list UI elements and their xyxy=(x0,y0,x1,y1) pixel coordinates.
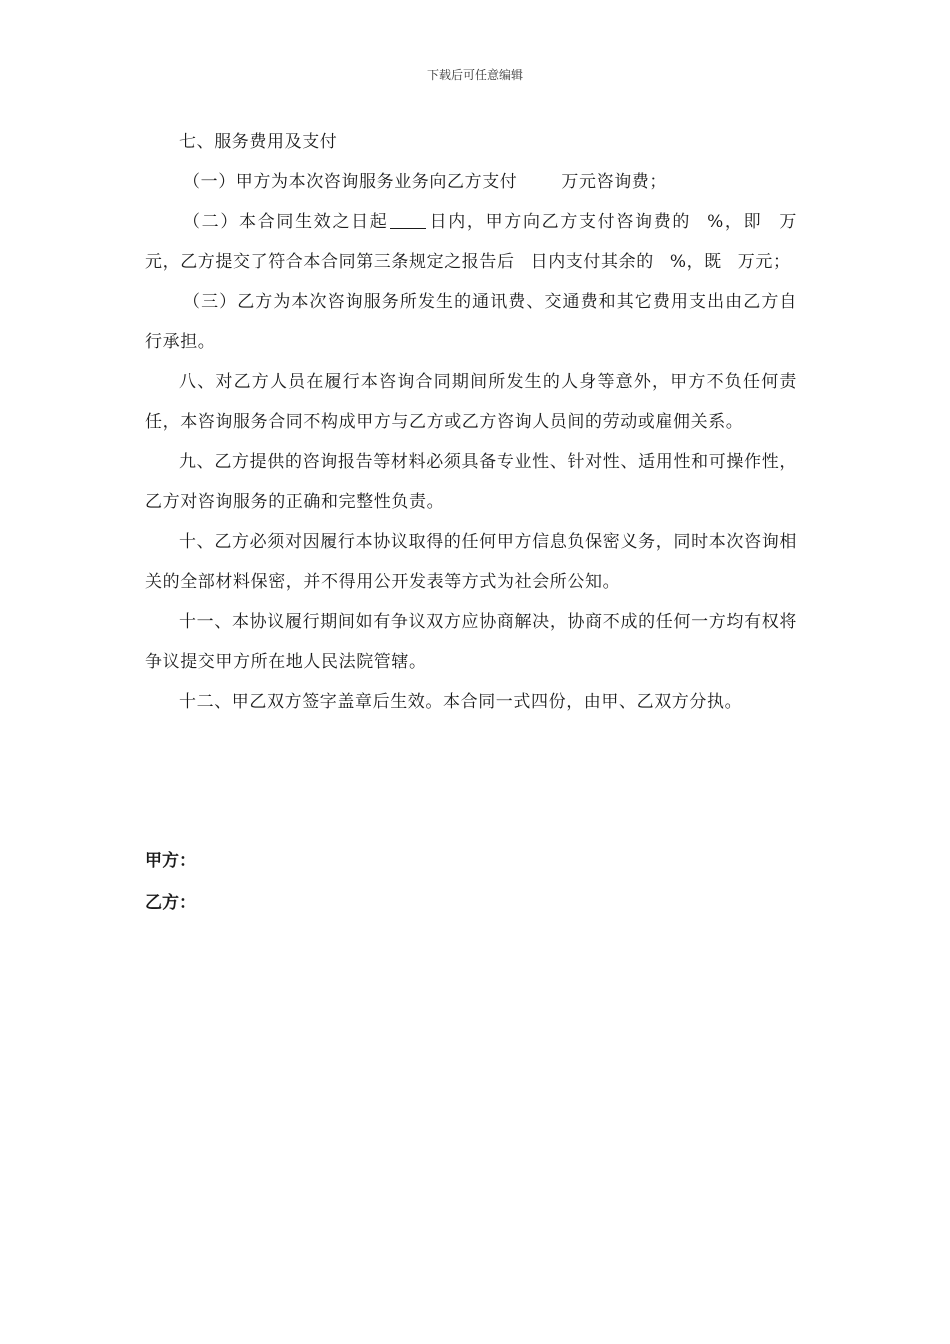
contract-body xyxy=(145,122,797,722)
section-7-item-2-text-b: 日内，甲方向乙方支付咨询费的 xyxy=(428,212,692,232)
section-10: 十、乙方必须对因履行本协议取得的任何甲方信息负保密义务，同时本次咨询相关的全部材料保密，并不得用公开发表等方式为社会所公知。 xyxy=(145,532,797,592)
section-7-item-2-text-g: 万元； xyxy=(737,252,791,272)
party-b-signature-label: 乙方： xyxy=(145,893,196,913)
signature-block xyxy=(145,840,196,924)
section-7-item-2-text-e: 日内支付其余的 xyxy=(530,252,654,272)
party-a-signature-label: 甲方： xyxy=(145,851,196,871)
section-7-item-2 xyxy=(145,202,797,282)
section-7-item-1 xyxy=(145,162,797,202)
section-12: 十二、甲乙双方签字盖章后生效。本合同一式四份，由甲、乙双方分执。 xyxy=(179,692,743,712)
section-7-item-2-text-a: （二）本合同生效之日起 xyxy=(183,212,389,232)
section-11: 十一、本协议履行期间如有争议双方应协商解决，协商不成的任何一方均有权将争议提交甲方所在地人民法院管辖。 xyxy=(145,612,797,672)
section-7-item-1-text-a: （一）甲方为本次咨询服务业务向乙方支付 xyxy=(183,172,518,192)
section-9: 九、乙方提供的咨询报告等材料必须具备专业性、针对性、适用性和可操作性，乙方对咨询服务的正确和完整性负责。 xyxy=(145,452,797,512)
page-header-note: 下载后可任意编辑 xyxy=(426,68,523,82)
section-7-item-3: （三）乙方为本次咨询服务所发生的通讯费、交通费和其它费用支出由乙方自行承担。 xyxy=(145,292,797,352)
section-8: 八、对乙方人员在履行本咨询合同期间所发生的人身等意外，甲方不负任何责任，本咨询服务合同不构成甲方与乙方或乙方咨询人员间的劳动或雇佣关系。 xyxy=(145,372,797,432)
blank-days-field[interactable] xyxy=(390,210,426,229)
section-7-title: 七、服务费用及支付 xyxy=(179,132,338,152)
section-7-item-1-text-b: 万元咨询费； xyxy=(561,172,668,192)
section-7-item-2-text-d: 万元，乙方提交了符合本合同第三条规定之报告后 xyxy=(145,212,797,272)
section-7-item-2-text-f: %，既 xyxy=(669,252,722,272)
section-7-item-2-text-c: %，即 xyxy=(707,212,763,232)
